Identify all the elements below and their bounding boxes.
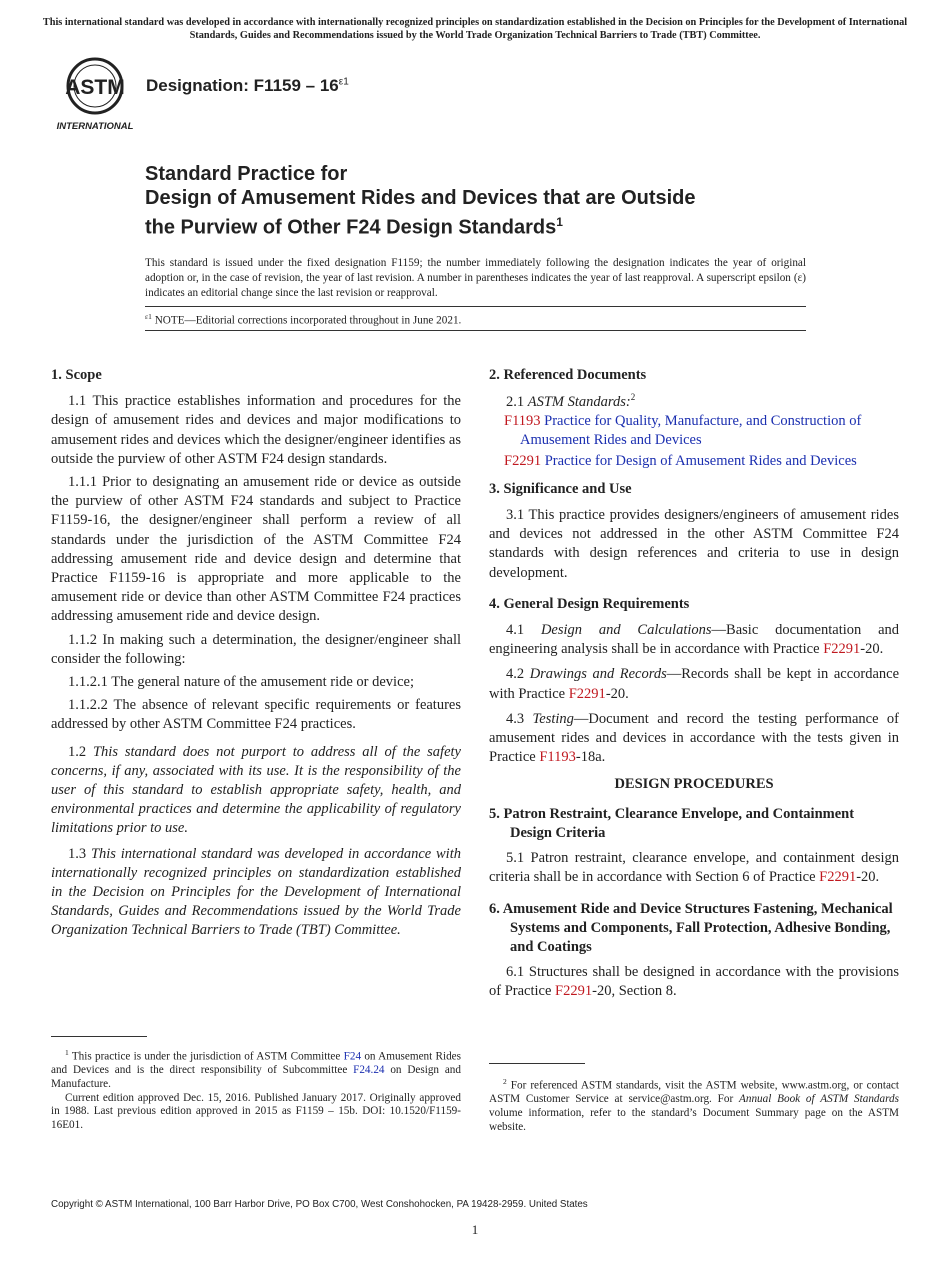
page-number: 1	[471, 1222, 479, 1237]
para-4-1: 4.1 Design and Calculations—Basic documentation and engineering analysis shall be in accordance with Practice F2291-20.	[489, 622, 900, 658]
para-1-1-2: 1.1.2 In making such a determination, the designer/engineer shall consider the following:	[51, 631, 461, 667]
section-3-heading: 3. Significance and Use	[489, 480, 632, 497]
para-4-2: 4.2 Drawings and Records—Records shall be kept in accordance with Practice F2291-20.	[489, 666, 900, 702]
link-f2291[interactable]: F2291	[555, 983, 593, 1000]
link-f24[interactable]: F24	[343, 1050, 362, 1063]
footnote-rule	[489, 1063, 585, 1064]
right-column	[489, 366, 899, 1006]
para-1-1-2-2: 1.1.2.2 The absence of relevant specific requirements or features addressed by other ASTM Committee F24 practices.	[51, 697, 461, 733]
link-f2291[interactable]: F2291	[504, 452, 542, 469]
logo-text: ASTM	[65, 76, 125, 99]
link-f24-24[interactable]: F24.24	[353, 1064, 385, 1077]
section-5-heading: 5. Patron Restraint, Clearance Envelope, and Containment Design Criteria	[489, 805, 855, 841]
link-f1193[interactable]: F1193	[504, 413, 541, 430]
tbt-notice: This international standard was developed in accordance with internationally recognized principles on standardization established in the Decision on Principles for the Development of International Standards, Guides and Recommendations issued by the World Trade Organization Technical Barriers to Trade (TBT) Committee.	[42, 17, 908, 41]
para-1-1-1: 1.1.1 Prior to designating an amusement ride or device as outside the purview of other ASTM F24 standards and subject to Practice F1159-16, the designer/engineer shall perform a review of all standards under the jurisdiction of the ASTM Committee F24 addressing amusement ride and device design and determine that Practice F1159-16 is appropriate and more applicable to the amusement ride or device than other ASTM Committee F24 practices addressing amusement ride and device design.	[51, 474, 461, 625]
para-1-1-2-1: 1.1.2.1 The general nature of the amusement ride or device;	[68, 674, 414, 691]
para-1-3: 1.3 This international standard was developed in accordance with internationally recognized principles on standardization established in the Decision on Principles for the Development of International Standards, Guides and Recommendations issued by the World Trade Organization Technical Barriers to Trade (TBT) Committee.	[51, 845, 461, 939]
para-2-1: 2.1 ASTM Standards:$^2$	[506, 392, 636, 411]
left-column	[51, 366, 461, 947]
designation: Designation: $F1159 - 16^{\varepsilon 1}$	[146, 76, 349, 95]
footnote-1: $^1$ This practice is under the jurisdiction of ASTM Committee F24 on Amusement Rides and Devices and is the direct responsibility of Subcommittee F24.24 on Design and Manufacture. Current edition approved Dec. 15, 2016. Published January 2017. Originally approved in 1988. Last previous edition approved in 2015 as F1159 – 15b. DOI: 10.1520/F1159-16E01.	[51, 1048, 461, 1131]
reference-f1193: F1193 Practice for Quality, Manufacture, and Construction of Amusement Rides and Devices	[504, 413, 862, 449]
footnote-2: $^2$ For referenced ASTM standards, visit the ASTM website, www.astm.org, or contact ASTM Customer Service at service@astm.org. For Annual Book of ASTM Standards volume information, refer to the standard’s Document Summary page on the ASTM website.	[489, 1077, 899, 1133]
para-1-1: 1.1 This practice establishes information and procedures for the design of amusement rides and devices and major modifications to amusement rides and devices which the designer/engineer identifies as outside the purview of other ASTM F24 design standards.	[51, 393, 461, 467]
footnote-rule	[51, 1036, 147, 1037]
astm-logo	[52, 56, 138, 134]
document-title	[145, 162, 845, 240]
link-f2291[interactable]: F2291	[568, 685, 606, 702]
divider	[145, 306, 806, 307]
title-line-3: the Purview of Other F24 Design Standards$^1$	[145, 215, 563, 239]
reference-f2291: F2291 Practice for Design of Amusement Rides and Devices	[504, 452, 857, 469]
title-line-2: Design of Amusement Rides and Devices that are Outside	[145, 187, 696, 209]
para-4-3: 4.3 Testing—Document and record the testing performance of amusement rides and devices in accordance with the tests given in Practice F1193-18a.	[489, 710, 899, 766]
section-4-heading: 4. General Design Requirements	[489, 595, 690, 612]
copyright: Copyright © ASTM International, 100 Barr Harbor Drive, PO Box C700, West Conshohocken, PA 19428-2959. United States	[51, 1199, 588, 1210]
section-6-heading: 6. Amusement Ride and Device Structures Fastening, Mechanical Systems and Components, Fall Protection, Adhesive Bonding, and Coatings	[489, 900, 893, 955]
logo-subtext: INTERNATIONAL	[56, 121, 134, 132]
title-line-1: Standard Practice for	[145, 163, 348, 185]
section-2-heading: 2. Referenced Documents	[489, 367, 647, 383]
issuance-note: This standard is issued under the fixed designation F1159; the number immediately following the designation indicates the year of original adoption or, in the case of revision, the year of last revision. A number in parentheses indicates the year of last reapproval. A superscript epsilon (ε) indicates an editorial change since the last revision or reapproval.	[145, 257, 806, 299]
divider	[145, 330, 806, 331]
link-f2291[interactable]: F2291	[823, 641, 861, 658]
link-f1193[interactable]: F1193	[539, 749, 576, 766]
design-procedures-heading: DESIGN PROCEDURES	[614, 776, 774, 793]
link-f2291[interactable]: F2291	[819, 869, 857, 886]
para-3-1: 3.1 This practice provides designers/engineers of amusement rides and devices not addressed in the other ASTM Committee F24 standards with design references and criteria to use in design development.	[489, 507, 899, 581]
para-5-1: 5.1 Patron restraint, clearance envelope, and containment design criteria shall be in accordance with Section 6 of Practice F2291-20.	[489, 850, 899, 886]
para-1-2: 1.2 This standard does not purport to address all of the safety concerns, if any, associated with its use. It is the responsibility of the user of this standard to establish appropriate safety, health, and environmental practices and determine the applicability of regulatory limitations prior to use.	[51, 743, 461, 837]
section-1-heading: 1. Scope	[51, 367, 102, 383]
para-6-1: 6.1 Structures shall be designed in accordance with the provisions of Practice F2291-20, Section 8.	[489, 964, 899, 1000]
editorial-note: $^{\varepsilon 1}$ NOTE—Editorial corrections incorporated throughout in June 2021.	[145, 312, 462, 327]
